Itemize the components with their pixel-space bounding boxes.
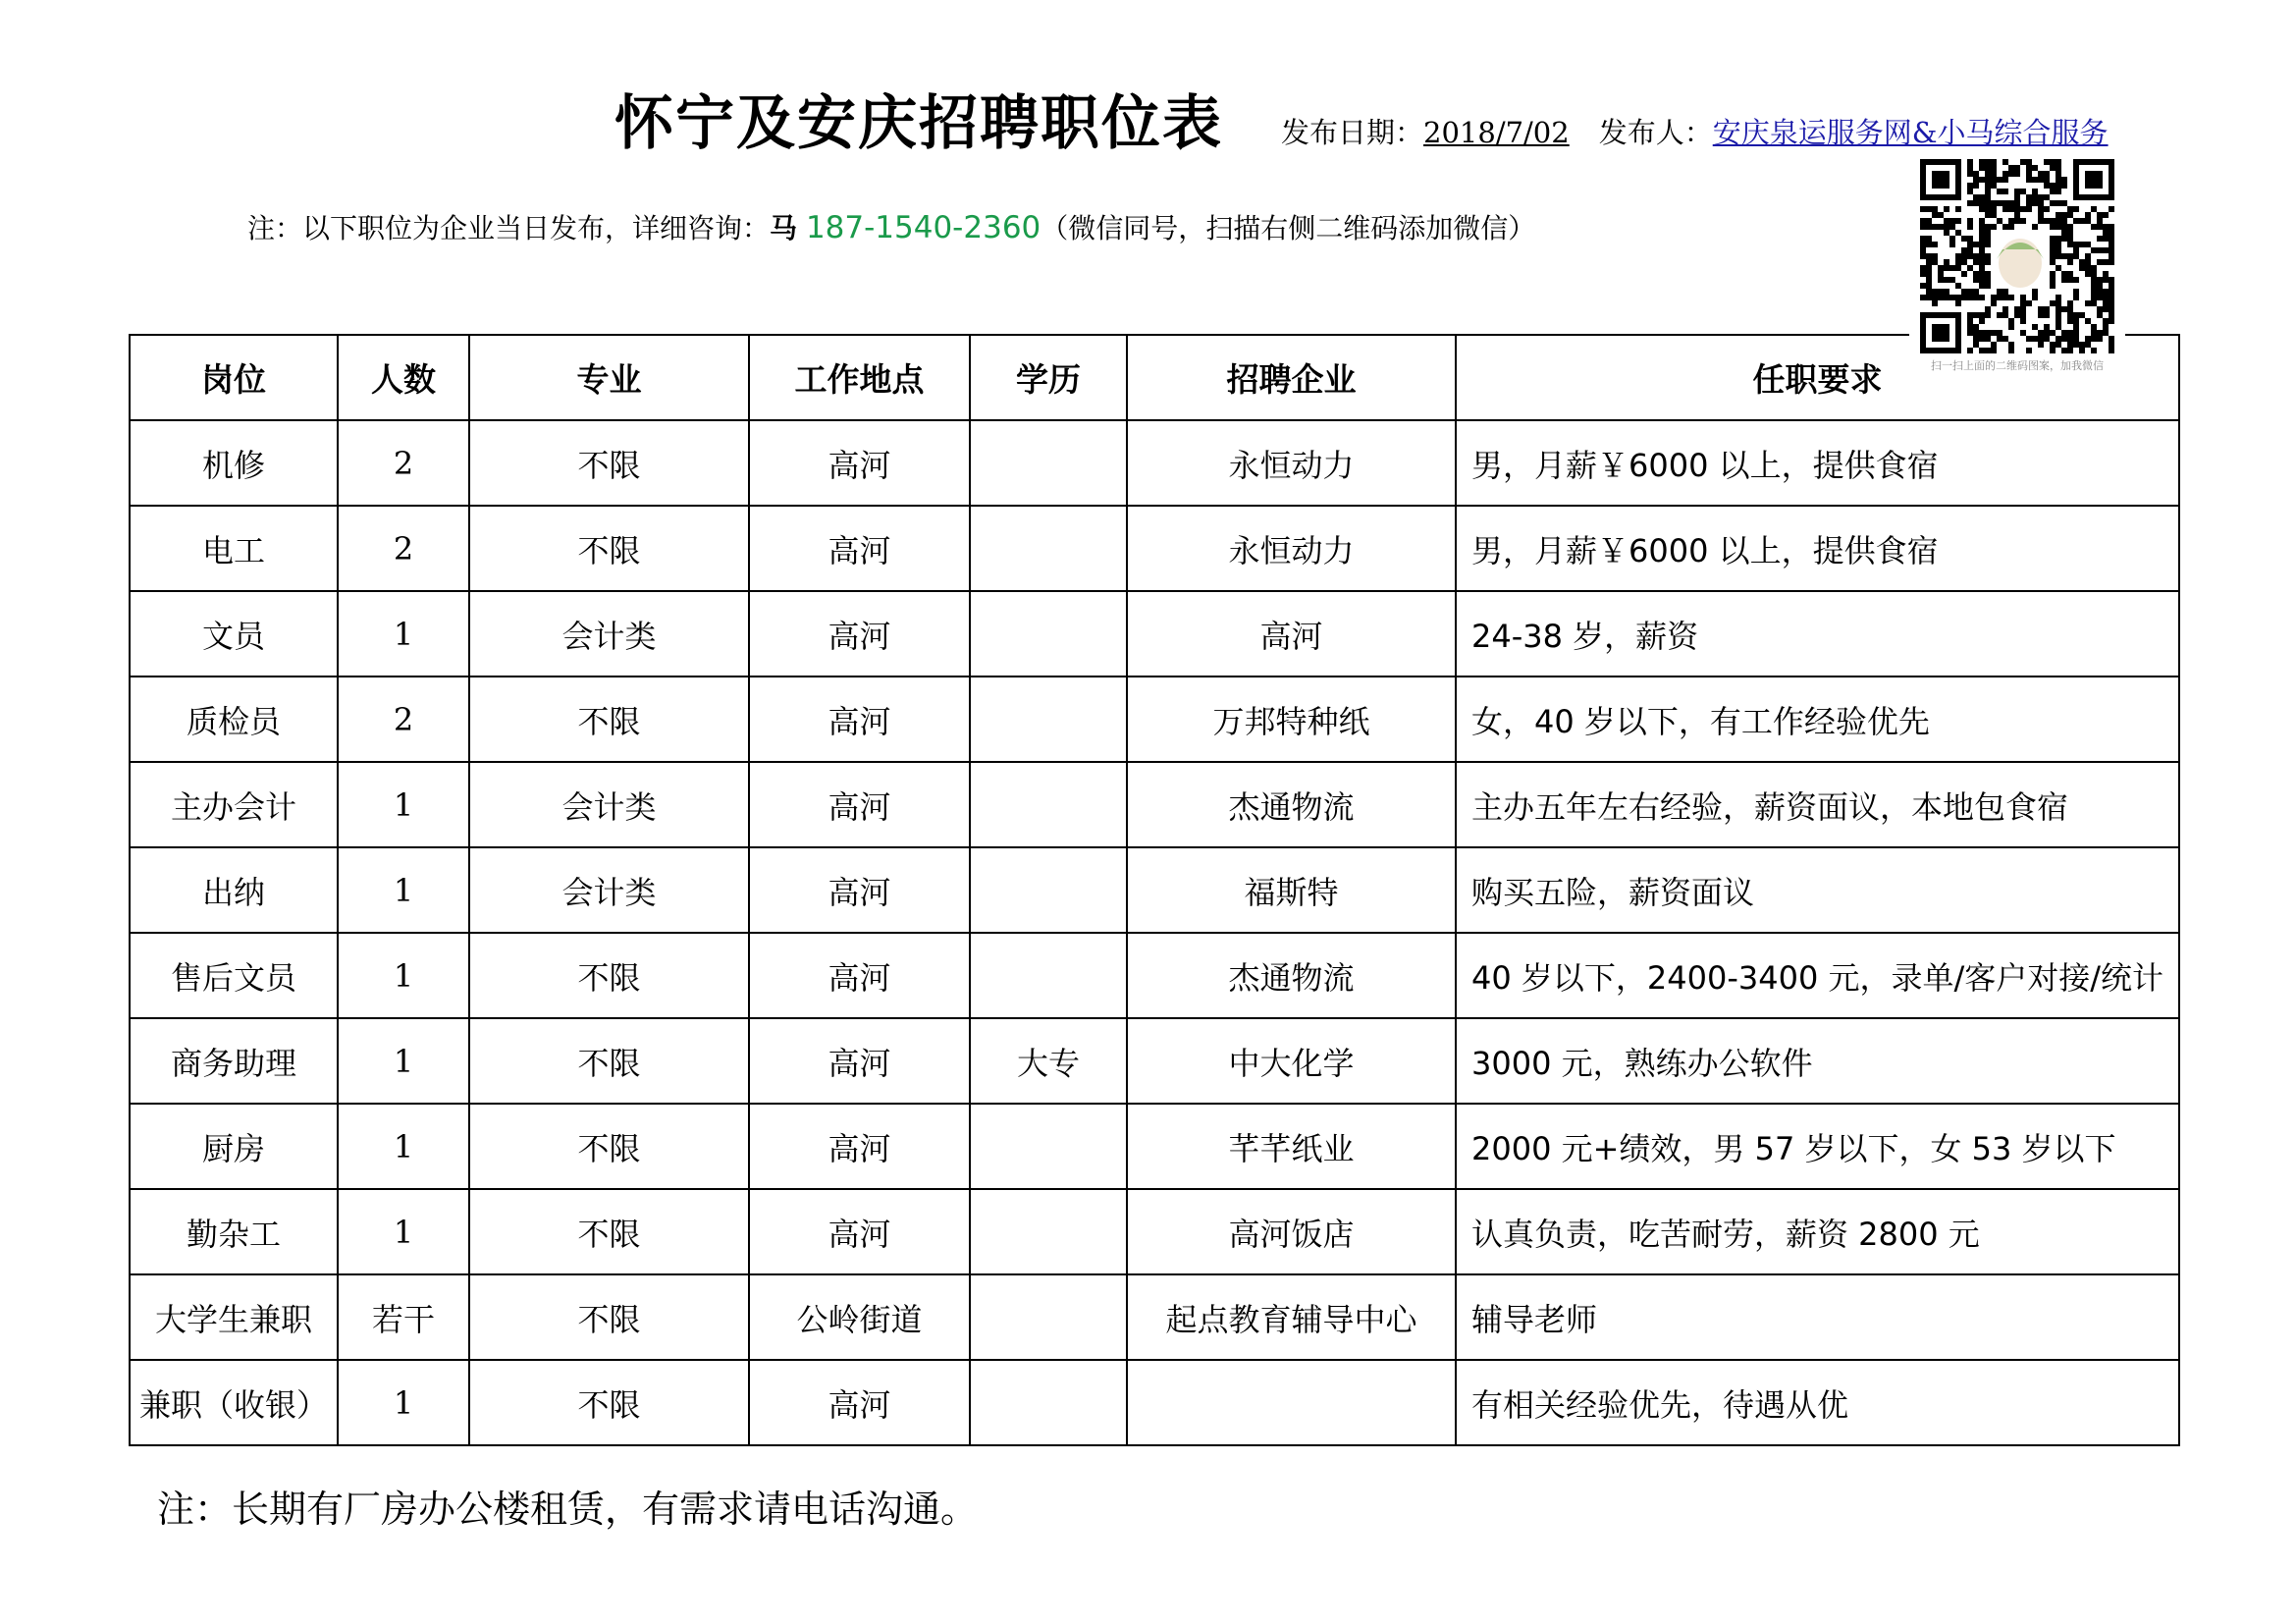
cell-major: 不限 bbox=[469, 420, 749, 506]
cell-location: 高河 bbox=[749, 847, 970, 933]
cell-requirements: 女，40 岁以下，有工作经验优先 bbox=[1456, 677, 2179, 762]
cell-location: 高河 bbox=[749, 591, 970, 677]
cell-count: 2 bbox=[338, 677, 469, 762]
cell-requirements: 男，月薪￥6000 以上，提供食宿 bbox=[1456, 420, 2179, 506]
cell-location: 公岭街道 bbox=[749, 1274, 970, 1360]
cell-major: 不限 bbox=[469, 933, 749, 1018]
cell-count: 1 bbox=[338, 1360, 469, 1445]
cell-education bbox=[970, 506, 1127, 591]
table-row bbox=[130, 1360, 2179, 1445]
cell-education bbox=[970, 1104, 1127, 1189]
cell-position: 售后文员 bbox=[130, 933, 338, 1018]
cell-major: 不限 bbox=[469, 506, 749, 591]
cell-major: 不限 bbox=[469, 1104, 749, 1189]
cell-company: 永恒动力 bbox=[1127, 420, 1456, 506]
cell-location: 高河 bbox=[749, 677, 970, 762]
cell-major: 不限 bbox=[469, 1360, 749, 1445]
column-header-major: 专业 bbox=[469, 335, 749, 420]
column-header-requirements: 任职要求 bbox=[1456, 335, 2179, 420]
cell-major: 会计类 bbox=[469, 847, 749, 933]
table-row bbox=[130, 847, 2179, 933]
cell-position: 出纳 bbox=[130, 847, 338, 933]
cell-education bbox=[970, 420, 1127, 506]
table-row bbox=[130, 420, 2179, 506]
cell-count: 2 bbox=[338, 420, 469, 506]
cell-education bbox=[970, 762, 1127, 847]
cell-position: 厨房 bbox=[130, 1104, 338, 1189]
cell-major: 不限 bbox=[469, 1189, 749, 1274]
cell-position: 兼职（收银） bbox=[130, 1360, 338, 1445]
table-row bbox=[130, 762, 2179, 847]
cell-location: 高河 bbox=[749, 420, 970, 506]
cell-location: 高河 bbox=[749, 1104, 970, 1189]
cell-education: 大专 bbox=[970, 1018, 1127, 1104]
cell-company: 中大化学 bbox=[1127, 1018, 1456, 1104]
cell-position: 机修 bbox=[130, 420, 338, 506]
publish-date: 2018/7/02 bbox=[1423, 116, 1570, 149]
cell-count: 1 bbox=[338, 762, 469, 847]
table-header-row bbox=[130, 335, 2179, 420]
cell-company: 万邦特种纸 bbox=[1127, 677, 1456, 762]
cell-position: 主办会计 bbox=[130, 762, 338, 847]
cell-position: 质检员 bbox=[130, 677, 338, 762]
cell-education bbox=[970, 1189, 1127, 1274]
cell-company: 福斯特 bbox=[1127, 847, 1456, 933]
date-label: 发布日期： bbox=[1281, 116, 1424, 149]
column-header-company: 招聘企业 bbox=[1127, 335, 1456, 420]
cell-company: 高河饭店 bbox=[1127, 1189, 1456, 1274]
qr-code-icon bbox=[1909, 155, 2125, 357]
table-row bbox=[130, 591, 2179, 677]
contact-note-suffix: （微信同号，扫描右侧二维码添加微信） bbox=[1041, 212, 1536, 244]
page-title: 怀宁及安庆招聘职位表 bbox=[614, 89, 1223, 158]
cell-requirements: 有相关经验优先，待遇从优 bbox=[1456, 1360, 2179, 1445]
publish-meta bbox=[1281, 113, 2109, 152]
cell-count: 2 bbox=[338, 506, 469, 591]
column-header-education: 学历 bbox=[970, 335, 1127, 420]
cell-location: 高河 bbox=[749, 1189, 970, 1274]
cell-company: 杰通物流 bbox=[1127, 933, 1456, 1018]
table-row bbox=[130, 1018, 2179, 1104]
cell-count: 若干 bbox=[338, 1274, 469, 1360]
cell-education bbox=[970, 933, 1127, 1018]
cell-major: 不限 bbox=[469, 1274, 749, 1360]
table-row bbox=[130, 933, 2179, 1018]
cell-company: 芊芊纸业 bbox=[1127, 1104, 1456, 1189]
cell-location: 高河 bbox=[749, 1360, 970, 1445]
cell-count: 1 bbox=[338, 591, 469, 677]
cell-position: 电工 bbox=[130, 506, 338, 591]
cell-company: 永恒动力 bbox=[1127, 506, 1456, 591]
wechat-qr-code bbox=[1909, 155, 2125, 383]
jobs-table bbox=[129, 334, 2180, 1446]
cell-major: 不限 bbox=[469, 1018, 749, 1104]
cell-count: 1 bbox=[338, 933, 469, 1018]
table-row bbox=[130, 1189, 2179, 1274]
cell-location: 高河 bbox=[749, 1018, 970, 1104]
cell-count: 1 bbox=[338, 847, 469, 933]
cell-requirements: 认真负责，吃苦耐劳，薪资 2800 元 bbox=[1456, 1189, 2179, 1274]
cell-company: 高河 bbox=[1127, 591, 1456, 677]
cell-company: 起点教育辅导中心 bbox=[1127, 1274, 1456, 1360]
cell-education bbox=[970, 1360, 1127, 1445]
cell-major: 会计类 bbox=[469, 762, 749, 847]
cell-company: 杰通物流 bbox=[1127, 762, 1456, 847]
cell-requirements: 2000 元+绩效，男 57 岁以下，女 53 岁以下 bbox=[1456, 1104, 2179, 1189]
cell-position: 文员 bbox=[130, 591, 338, 677]
column-header-count: 人数 bbox=[338, 335, 469, 420]
cell-education bbox=[970, 1274, 1127, 1360]
cell-location: 高河 bbox=[749, 506, 970, 591]
cell-location: 高河 bbox=[749, 933, 970, 1018]
table-row bbox=[130, 1104, 2179, 1189]
publisher-label: 发布人： bbox=[1598, 116, 1713, 149]
column-header-position: 岗位 bbox=[130, 335, 338, 420]
cell-requirements: 辅导老师 bbox=[1456, 1274, 2179, 1360]
contact-phone[interactable]: 187-1540-2360 bbox=[805, 210, 1041, 245]
table-row bbox=[130, 506, 2179, 591]
cell-requirements: 24-38 岁，薪资 bbox=[1456, 591, 2179, 677]
qr-caption: 扫一扫上面的二维码图案，加我微信 bbox=[1931, 359, 2104, 372]
cell-location: 高河 bbox=[749, 762, 970, 847]
cell-requirements: 男，月薪￥6000 以上，提供食宿 bbox=[1456, 506, 2179, 591]
cell-requirements: 40 岁以下，2400-3400 元，录单/客户对接/统计 bbox=[1456, 933, 2179, 1018]
cell-requirements: 购买五险，薪资面议 bbox=[1456, 847, 2179, 933]
cell-major: 不限 bbox=[469, 677, 749, 762]
cell-count: 1 bbox=[338, 1104, 469, 1189]
cell-count: 1 bbox=[338, 1018, 469, 1104]
cell-position: 大学生兼职 bbox=[130, 1274, 338, 1360]
cell-major: 会计类 bbox=[469, 591, 749, 677]
contact-name: 马 bbox=[770, 212, 798, 244]
contact-note bbox=[247, 208, 1535, 248]
column-header-location: 工作地点 bbox=[749, 335, 970, 420]
table-row bbox=[130, 1274, 2179, 1360]
cell-requirements: 3000 元，熟练办公软件 bbox=[1456, 1018, 2179, 1104]
cell-education bbox=[970, 591, 1127, 677]
cell-education bbox=[970, 677, 1127, 762]
cell-count: 1 bbox=[338, 1189, 469, 1274]
cell-position: 商务助理 bbox=[130, 1018, 338, 1104]
cell-company bbox=[1127, 1360, 1456, 1445]
cell-education bbox=[970, 847, 1127, 933]
publisher-link[interactable]: 安庆泉运服务网&小马综合服务 bbox=[1712, 116, 2109, 149]
cell-position: 勤杂工 bbox=[130, 1189, 338, 1274]
contact-note-prefix: 注：以下职位为企业当日发布，详细咨询： bbox=[247, 212, 771, 244]
footer-note: 注：长期有厂房办公楼租赁，有需求请电话沟通。 bbox=[157, 1488, 979, 1531]
table-row bbox=[130, 677, 2179, 762]
cell-requirements: 主办五年左右经验，薪资面议，本地包食宿 bbox=[1456, 762, 2179, 847]
